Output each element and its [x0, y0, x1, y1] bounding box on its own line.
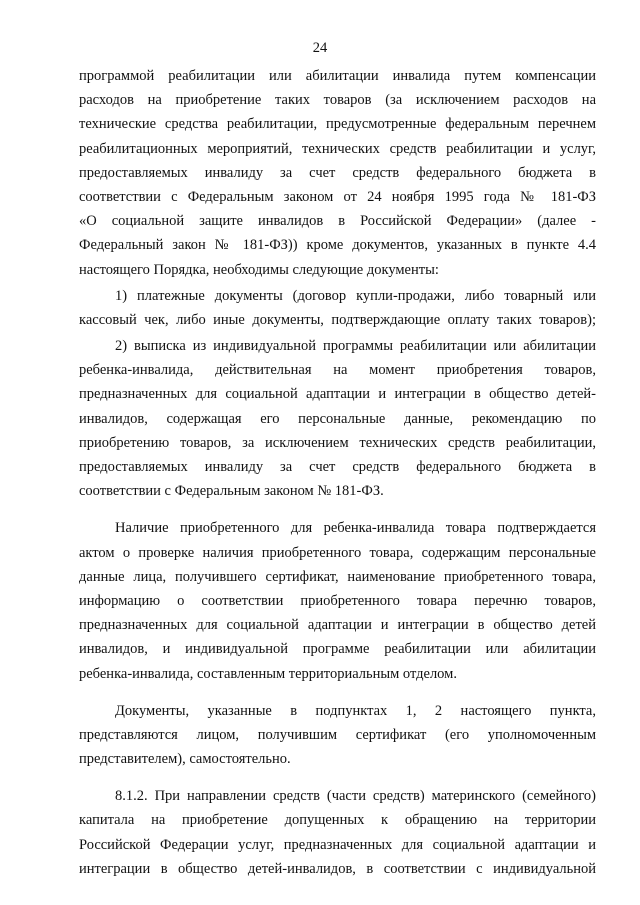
text-line: расходов на приобретение таких товаров (за исключением расходов на [79, 92, 596, 109]
document-body [79, 64, 596, 881]
text-line: «О социальной защите инвалидов в Российской Федерации» (далее - [79, 213, 596, 230]
text-line: предоставляемых инвалиду за счет средств федерального бюджета в [79, 459, 596, 475]
text-line: предоставляемых инвалиду за счет средств федерального бюджета в [79, 164, 596, 181]
text-line: ребенка-инвалида, составленным территориальным отделом. [79, 665, 457, 682]
text-line: соответствии с Федеральным законом от 24 ноября 1995 года № 181-ФЗ [79, 188, 596, 205]
text-line: Федеральный закон № 181-ФЗ)) кроме документов, указанных в пункте 4.4 [79, 237, 596, 254]
paragraph-documents-submission [79, 699, 596, 772]
paragraph-clause-8-1-2 [79, 784, 596, 881]
text-line: представителем), самостоятельно. [79, 751, 291, 768]
text-line: инвалидов, содержащая его персональные данные, рекомендацию по [79, 410, 596, 427]
text-line: предназначенных для социальной адаптации и интеграции в общество детей [79, 617, 596, 634]
paragraph-item-2 [79, 334, 596, 503]
text-line: представляются лицом, получившим сертификат (его уполномоченным [79, 726, 596, 743]
text-line: реабилитационных мероприятий, технических средств реабилитации и услуг, [79, 140, 596, 157]
text-line: 2) выписка из индивидуальной программы реабилитации или абилитации [115, 338, 596, 355]
text-line: Документы, указанные в подпунктах 1, 2 настоящего пункта, [115, 702, 596, 719]
text-line: Наличие приобретенного для ребенка-инвалида товара подтверждается [115, 520, 596, 537]
text-line: технические средства реабилитации, предусмотренные федеральным перечнем [79, 116, 596, 133]
paragraph-item-1 [79, 284, 596, 332]
text-line: Российской Федерации услуг, предназначенных для социальной адаптации и [79, 836, 596, 853]
text-line: информацию о соответствии приобретенного товара перечню товаров, [79, 592, 596, 609]
text-line: 1) платежные документы (договор купли-продажи, либо товарный или [115, 287, 596, 304]
text-line: ребенка-инвалида, действительная на момент приобретения товаров, [79, 362, 596, 379]
text-line: кассовый чек, либо иные документы, подтверждающие оплату таких товаров); [79, 311, 596, 328]
text-line: соответствии с Федеральным законом № 181-ФЗ. [79, 483, 384, 500]
text-line: 8.1.2. При направлении средств (части средств) материнского (семейного) [115, 788, 596, 805]
text-line: интеграции в общество детей-инвалидов, в соответствии с индивидуальной [79, 860, 596, 877]
text-line: программой реабилитации или абилитации инвалида путем компенсации [79, 68, 596, 84]
text-line: приобретению товаров, за исключением технических средств реабилитации, [79, 434, 596, 451]
text-line: данные лица, получившего сертификат, наименование приобретенного товара, [79, 568, 596, 585]
text-line: актом о проверке наличия приобретенного товара, содержащим персональные [79, 544, 596, 561]
text-line: капитала на приобретение допущенных к обращению на территории [79, 812, 596, 829]
paragraph-continuation [79, 64, 596, 282]
page-number: 24 [312, 40, 328, 56]
paragraph-act-of-verification [79, 516, 596, 685]
text-line: предназначенных для социальной адаптации и интеграции в общество детей- [79, 386, 596, 403]
text-line: настоящего Порядка, необходимы следующие документы: [79, 261, 439, 278]
text-line: инвалидов, и индивидуальной программе реабилитации или абилитации [79, 641, 596, 658]
